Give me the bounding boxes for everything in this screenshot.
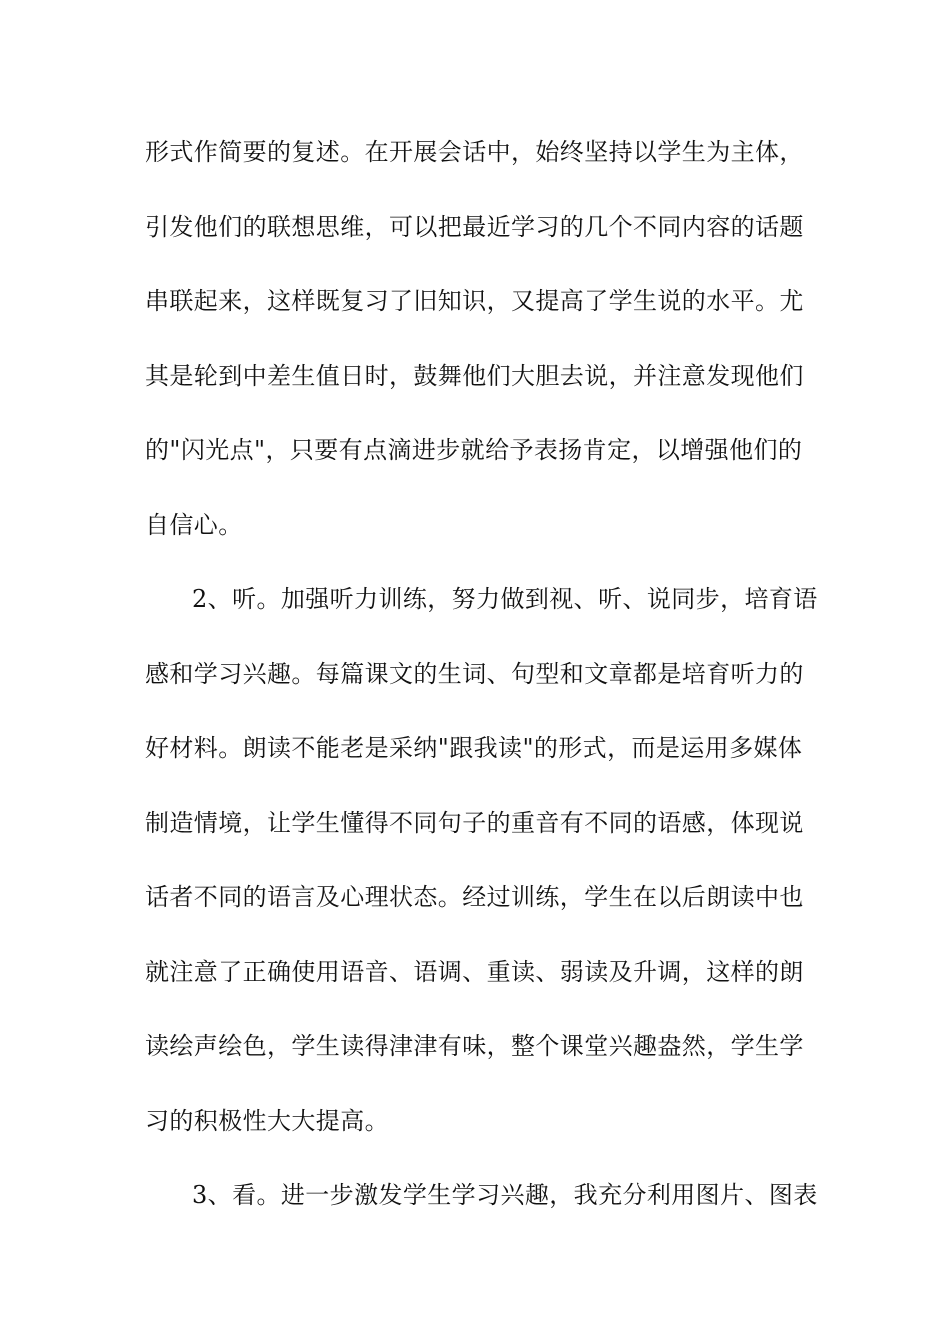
text-line-1: 形式作简要的复述。在开展会话中，始终坚持以学生为主体，: [145, 138, 804, 166]
text-line-10: 制造情境，让学生懂得不同句子的重音有不同的语感，体现说: [145, 809, 804, 837]
text-line-9: 好材料。朗读不能老是采纳"跟我读"的形式，而是运用多媒体: [145, 734, 803, 762]
text-line-4: 其是轮到中差生值日时，鼓舞他们大胆去说，并注意发现他们: [145, 362, 804, 390]
text-line-13: 读绘声绘色，学生读得津津有味，整个课堂兴趣盎然，学生学: [145, 1032, 804, 1060]
text-line-7: 2、听。加强听力训练，努力做到视、听、说同步，培育语: [192, 585, 818, 613]
text-line-8: 感和学习兴趣。每篇课文的生词、句型和文章都是培育听力的: [145, 660, 804, 688]
text-line-14: 习的积极性大大提高。: [145, 1107, 389, 1135]
text-line-5: 的"闪光点"，只要有点滴进步就给予表扬肯定，以增强他们的: [145, 436, 803, 464]
text-line-11: 话者不同的语言及心理状态。经过训练，学生在以后朗读中也: [145, 883, 804, 911]
text-line-2: 引发他们的联想思维，可以把最近学习的几个不同内容的话题: [145, 213, 804, 241]
text-line-15: 3、看。进一步激发学生学习兴趣，我充分利用图片、图表: [192, 1181, 818, 1209]
text-line-12: 就注意了正确使用语音、语调、重读、弱读及升调，这样的朗: [145, 958, 804, 986]
text-line-6: 自信心。: [145, 511, 243, 539]
text-line-3: 串联起来，这样既复习了旧知识，又提高了学生说的水平。尤: [145, 287, 804, 315]
